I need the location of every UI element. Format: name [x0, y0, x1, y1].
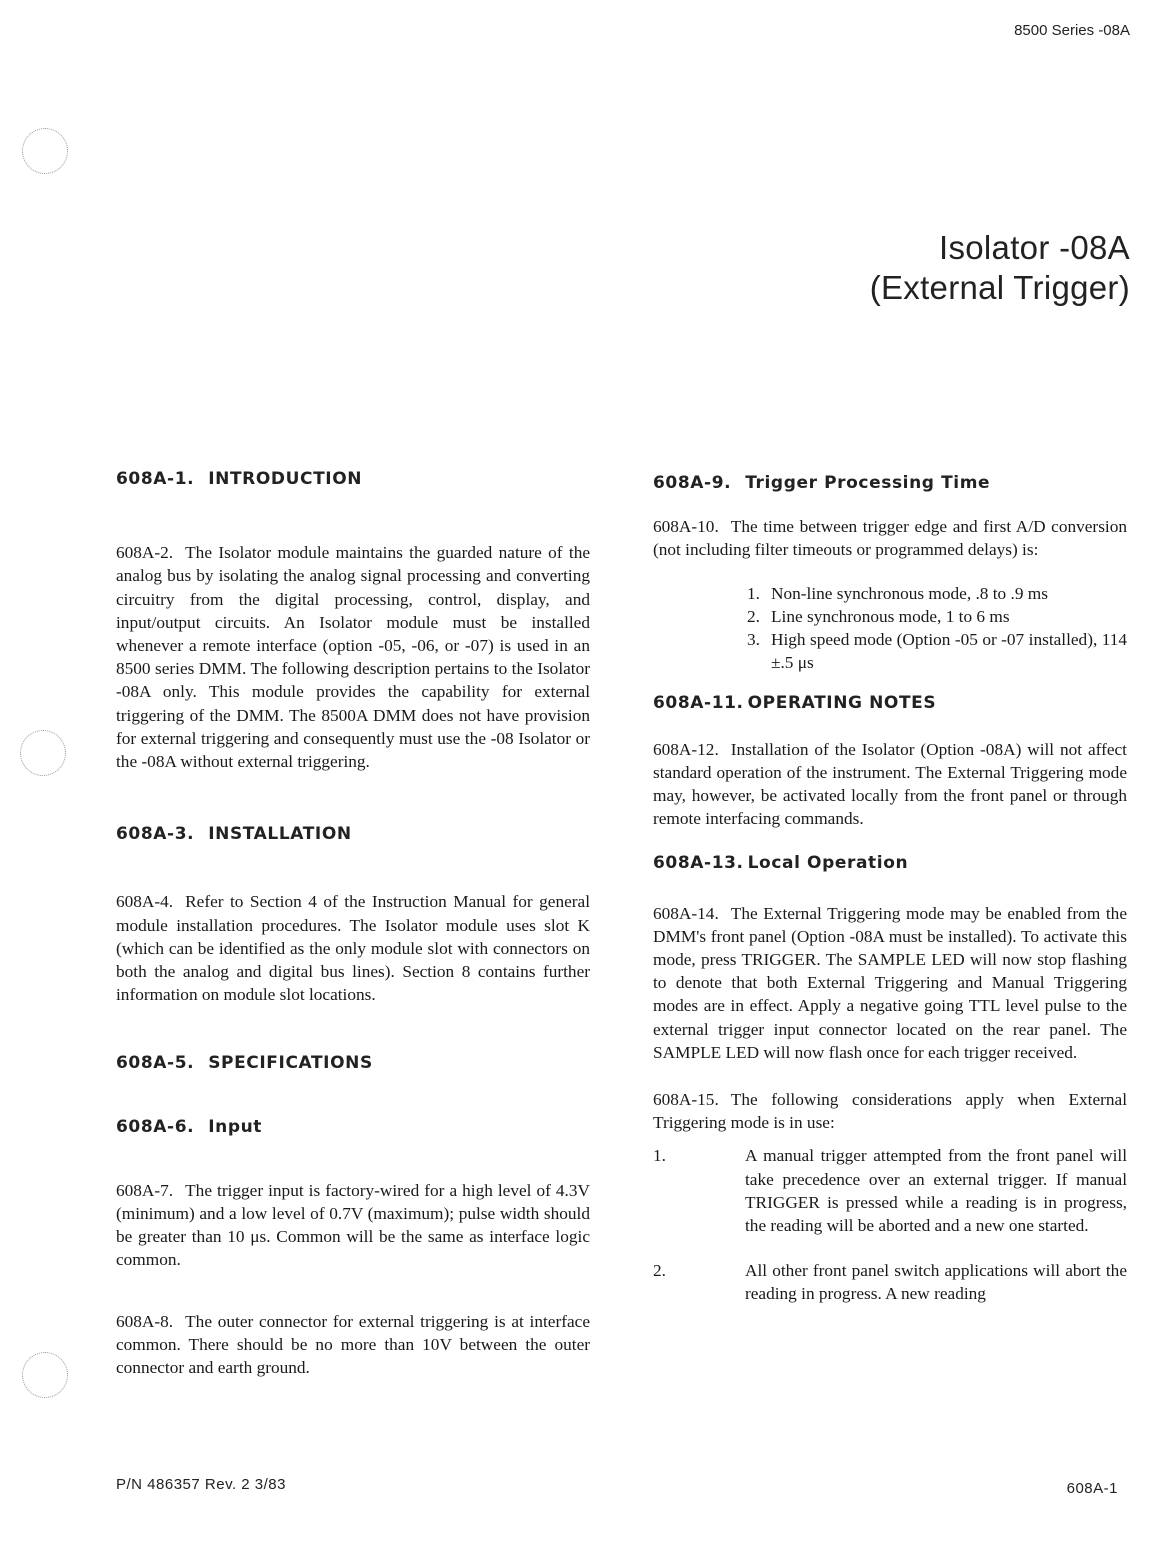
paragraph-608a-14: 608A-14. The External Triggering mode may be enabled from the DMM's front panel (Option -08A must be installed). To activate this mode, press TRIGGER. The SAMPLE LED will now stop flashing to denote that both External Triggering and Manual Triggering modes are in effect. Apply a negative going TTL level pulse to the external trigger input connector located on the rear panel. The SAMPLE LED will now flash once for each trigger received.	[653, 903, 1127, 1062]
page-number: 608A-1	[1066, 1480, 1118, 1497]
binder-hole-icon	[20, 730, 66, 776]
list-item: 2. Line synchronous mode, 1 to 6 ms	[747, 606, 1010, 626]
page-title	[870, 228, 1130, 308]
left-column	[116, 468, 590, 1379]
list-item: 3. High speed mode (Option -05 or -07 installed), 114 ±.5 μs	[747, 630, 1127, 673]
section-heading-input: 608A-6. Input	[116, 1116, 263, 1137]
timing-list	[747, 582, 1127, 675]
binder-hole-icon	[22, 128, 68, 174]
paragraph-608a-7: 608A-7. The trigger input is factory-wired for a high level of 4.3V (minimum) and a low level of 0.7V (maximum); pulse width should be greater than 10 μs. Common will be the same as interface logic common.	[116, 1180, 590, 1270]
section-heading-introduction: 608A-1. INTRODUCTION	[116, 469, 363, 489]
binder-hole-icon	[22, 1352, 68, 1398]
considerations-list	[653, 1144, 1127, 1305]
paragraph-608a-8: 608A-8. The outer connector for external triggering is at interface common. There should be no more than 10V between the outer connector and earth ground.	[116, 1311, 590, 1378]
paragraph-608a-4: 608A-4. Refer to Section 4 of the Instruction Manual for general module installation procedures. The Isolator module uses slot K (which can be identified as the only module slot with connectors on both the analog and digital bus lines). Section 8 contains further information on module slot locations.	[116, 892, 590, 1005]
list-item: 1. Non-line synchronous mode, .8 to .9 ms	[747, 583, 1048, 603]
section-heading-local-operation: 608A-13. Local Operation	[653, 853, 909, 874]
paragraph-608a-15: 608A-15. The following considerations apply when External Triggering mode is in use:	[653, 1090, 1127, 1133]
right-column	[653, 472, 1127, 1306]
paragraph-608a-12: 608A-12. Installation of the Isolator (Option -08A) will not affect standard operation of the instrument. The External Triggering mode may, however, be activated locally from the front panel or through remote interfacing commands.	[653, 739, 1127, 829]
paragraph-608a-2: 608A-2. The Isolator module maintains the guarded nature of the analog bus by isolating the analog signal processing and converting circuitry from the digital processing, control, display, and input/output circuits. An Isolator module must be installed whenever a remote interface (option -05, -06, or -07) is used in an 8500 series DMM. The following description pertains to the Isolator -08A only. This module provides the capability for external triggering of the DMM. The 8500A DMM does not have provision for external triggering and consequently must use the -08 Isolator or the -08A without external triggering.	[116, 543, 590, 772]
title-line-1: Isolator -08A	[939, 229, 1130, 266]
section-heading-specifications: 608A-5. SPECIFICATIONS	[116, 1053, 373, 1074]
section-heading-operating-notes: 608A-11. OPERATING NOTES	[653, 693, 937, 714]
list-item: 1. A manual trigger attempted from the front panel will take precedence over an external trigger. If manual TRIGGER is pressed while a reading is in progress, the reading will be aborted and a new one started.	[653, 1146, 1127, 1236]
title-line-2: (External Trigger)	[869, 269, 1130, 306]
running-header: 8500 Series -08A	[1014, 22, 1130, 39]
part-number: P/N 486357 Rev. 2 3/83	[116, 1476, 286, 1493]
list-item: 2. All other front panel switch applications will abort the reading in progress. A new reading	[653, 1261, 1127, 1304]
section-heading-trigger-processing-time: 608A-9. Trigger Processing Time	[653, 473, 991, 493]
section-heading-installation: 608A-3. INSTALLATION	[116, 824, 352, 845]
paragraph-608a-10: 608A-10. The time between trigger edge and first A/D conversion (not including filter timeouts or programmed delays) is:	[653, 517, 1127, 560]
